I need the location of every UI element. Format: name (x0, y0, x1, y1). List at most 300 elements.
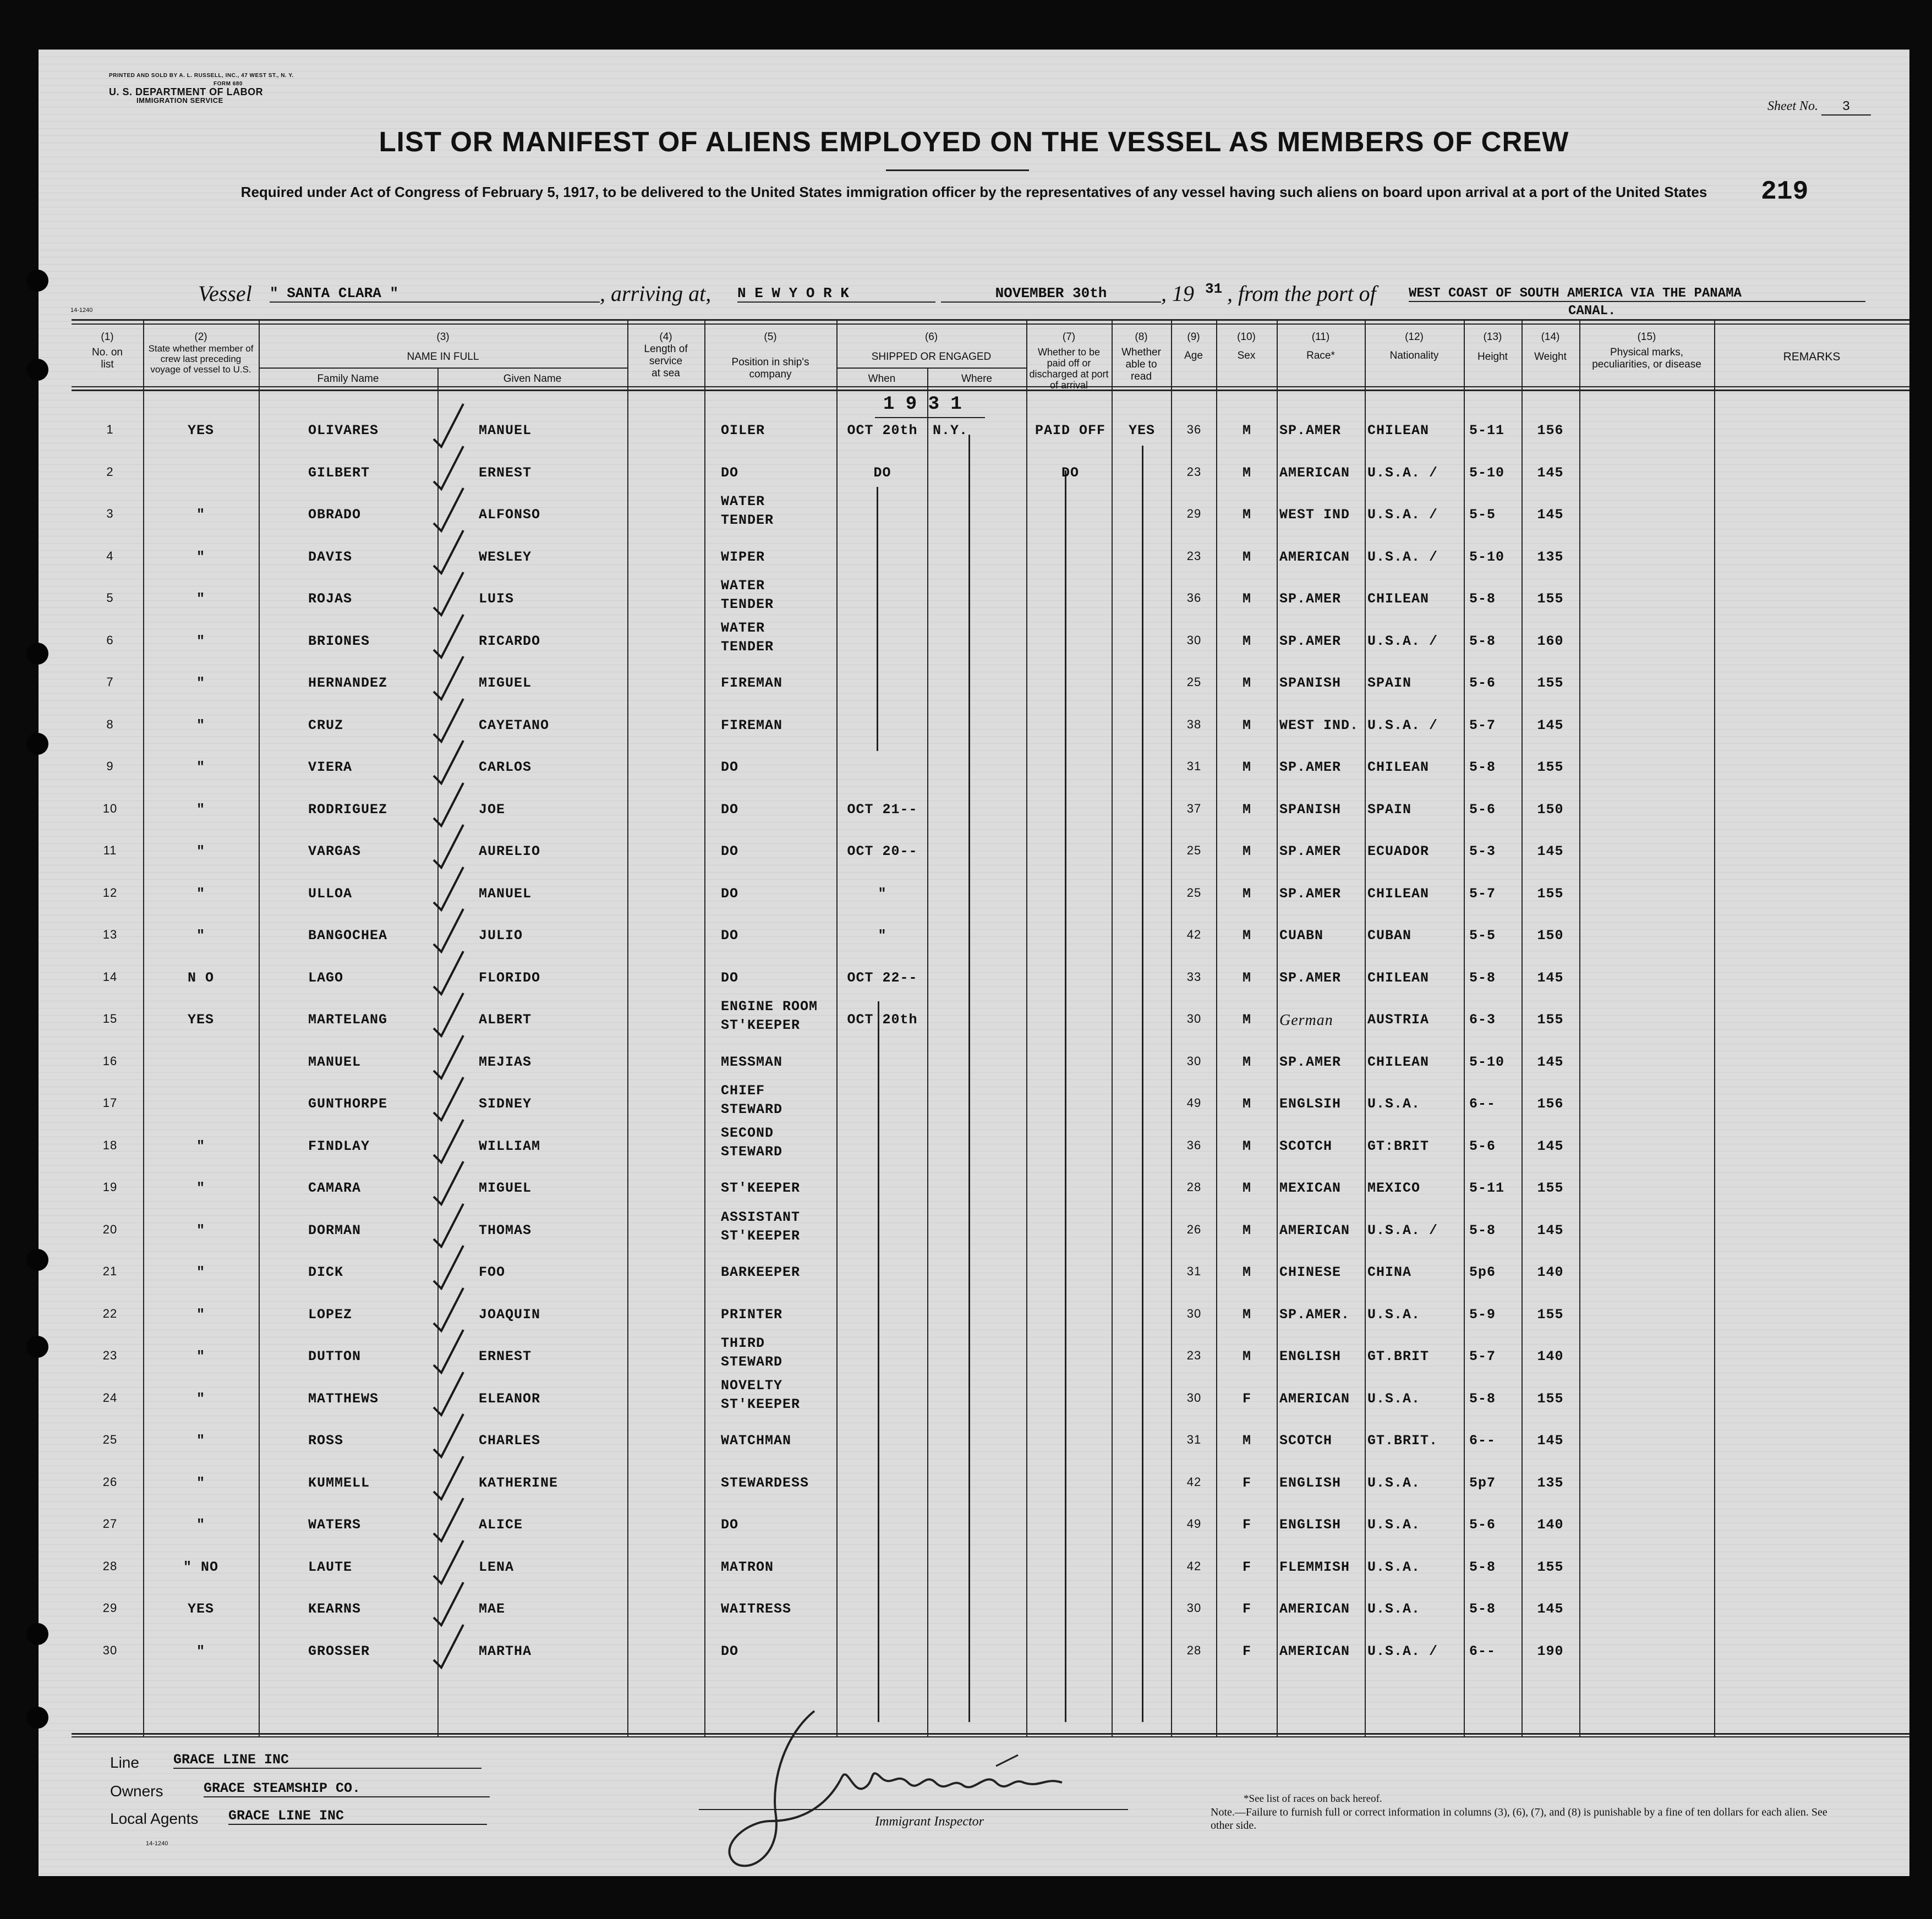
service: IMMIGRATION SERVICE (136, 96, 223, 105)
table-row (39, 1549, 1909, 1591)
shipped-when: OCT 20th (847, 1012, 918, 1028)
height: 5-8 (1469, 633, 1496, 649)
prev-voyage: " (196, 1348, 205, 1364)
sex: M (1242, 1180, 1251, 1196)
weight: 145 (1537, 1222, 1564, 1238)
family-name: LAUTE (308, 1559, 353, 1575)
stamp-number: 219 (1761, 177, 1809, 207)
shipped-when: DO (873, 464, 891, 481)
inspector-signature (688, 1700, 1117, 1882)
race: WEST IND. (1279, 717, 1359, 733)
age: 30 (1186, 1054, 1202, 1068)
page-title: LIST OR MANIFEST OF ALIENS EMPLOYED ON THE VESSEL AS MEMBERS OF CREW (379, 126, 1569, 157)
col9-label: Age (1184, 350, 1203, 361)
shipped-when: OCT 20th (847, 423, 918, 438)
table-row (39, 708, 1909, 749)
weight: 145 (1537, 1054, 1564, 1070)
height: 5-8 (1469, 969, 1496, 986)
prev-voyage: " (196, 801, 205, 818)
height: 5p6 (1469, 1264, 1496, 1280)
race: CUABN (1279, 928, 1324, 944)
nationality: CHILEAN (1367, 1054, 1430, 1070)
arriving-label: , arriving at, (600, 281, 711, 306)
table-row (39, 834, 1909, 875)
given-name: CAYETANO (479, 717, 550, 733)
nationality: GT.BRIT. (1367, 1433, 1438, 1449)
position: DO (721, 801, 739, 818)
col4-label: Length of service at sea (644, 343, 688, 379)
col13-label: Height (1477, 351, 1508, 363)
given-name: JULIO (479, 928, 523, 944)
check-mark-stroke (434, 867, 463, 910)
family-name: DAVIS (308, 549, 353, 565)
given-name: MIGUEL (479, 675, 532, 691)
family-name-header: Family Name (317, 373, 379, 385)
race: ENGLISH (1279, 1474, 1342, 1491)
age: 31 (1186, 1433, 1202, 1446)
inspector-rule (699, 1809, 1128, 1810)
age: 25 (1186, 675, 1202, 689)
col2-num: (2) (194, 331, 207, 343)
sex: M (1242, 885, 1251, 902)
position: WIPER (721, 549, 765, 565)
weight: 135 (1537, 1474, 1564, 1491)
sex: M (1242, 633, 1251, 649)
given-name: JOE (479, 801, 506, 818)
arrival-date: NOVEMBER 30th (941, 285, 1161, 303)
year-prefix: , 19 (1161, 281, 1194, 306)
vessel-label: Vessel (198, 281, 252, 306)
row-number: 28 (102, 1559, 118, 1573)
position: MESSMAN (721, 1054, 783, 1070)
line-value: GRACE LINE INC (173, 1752, 481, 1769)
height: 5-5 (1469, 928, 1496, 944)
prev-voyage: " (196, 1643, 205, 1659)
age: 28 (1186, 1180, 1202, 1194)
remarks-header: REMARKS (1783, 350, 1841, 363)
check-mark-stroke (434, 1540, 463, 1583)
table-row (39, 1170, 1909, 1212)
sex: M (1242, 1433, 1251, 1449)
row-number: 29 (102, 1601, 118, 1615)
given-name: MANUEL (479, 885, 532, 902)
age: 38 (1186, 717, 1202, 731)
table-row (39, 413, 1909, 454)
race: ENGLISH (1279, 1348, 1342, 1364)
nationality: AUSTRIA (1367, 1012, 1430, 1028)
height: 5-6 (1469, 1517, 1496, 1533)
position: FIREMAN (721, 717, 783, 733)
sex: M (1242, 549, 1251, 565)
row-number: 13 (102, 928, 118, 941)
given-name: ELEANOR (479, 1390, 541, 1407)
table-row (39, 1423, 1909, 1465)
col3-num: (3) (436, 331, 450, 343)
weight: 155 (1537, 1390, 1564, 1407)
race: SP.AMER (1279, 423, 1342, 438)
nationality: U.S.A. / (1367, 717, 1438, 733)
row-number: 26 (102, 1474, 118, 1489)
weight: 155 (1537, 1180, 1564, 1196)
paid-off: DO (1061, 464, 1079, 481)
weight: 145 (1537, 969, 1564, 986)
position: DO (721, 1517, 739, 1533)
given-name: THOMAS (479, 1222, 532, 1238)
weight: 155 (1537, 885, 1564, 902)
height: 5-11 (1469, 1180, 1505, 1196)
given-name: AURELIO (479, 843, 541, 859)
position: THIRD STEWARD (721, 1335, 783, 1370)
age: 36 (1186, 423, 1202, 436)
prev-voyage: " (196, 549, 205, 565)
family-name: RODRIGUEZ (308, 801, 388, 818)
family-name: BRIONES (308, 633, 370, 649)
position: ASSISTANT ST'KEEPER (721, 1209, 801, 1244)
sex: M (1242, 507, 1251, 523)
weight: 140 (1537, 1517, 1564, 1533)
col2-label: State whether member of crew last preceding voyage of vessel to U.S. (148, 343, 254, 375)
family-name: HERNANDEZ (308, 675, 388, 691)
given-name: ALICE (479, 1517, 523, 1533)
given-name: LENA (479, 1559, 515, 1575)
weight: 150 (1537, 928, 1564, 944)
age: 36 (1186, 591, 1202, 605)
height: 5-6 (1469, 675, 1496, 691)
table-row (39, 1377, 1909, 1423)
weight: 135 (1537, 549, 1564, 565)
shipped-when: OCT 20-- (847, 843, 918, 859)
from-port-continued: CANAL. (1568, 304, 1616, 319)
family-name: GUNTHORPE (308, 1096, 388, 1112)
position: DO (721, 1643, 739, 1659)
check-mark-stroke (434, 530, 463, 573)
table-row (39, 578, 1909, 623)
prev-voyage: " (196, 1433, 205, 1449)
prev-voyage: " (196, 633, 205, 649)
sex: M (1242, 1222, 1251, 1238)
race: SP.AMER (1279, 759, 1342, 775)
col9-num: (9) (1187, 331, 1200, 343)
weight: 145 (1537, 1138, 1564, 1154)
check-mark-stroke (434, 783, 463, 826)
prev-voyage: " NO (183, 1559, 218, 1575)
race: AMERICAN (1279, 549, 1350, 565)
table-row (39, 619, 1909, 665)
sex: M (1242, 423, 1251, 438)
sex: M (1242, 1348, 1251, 1364)
shipped-where: N.Y. (933, 423, 968, 438)
inspector-label: Immigrant Inspector (875, 1814, 984, 1829)
prev-voyage: " (196, 675, 205, 691)
prev-voyage: " (196, 1474, 205, 1491)
height: 5-10 (1469, 464, 1505, 481)
given-name: FOO (479, 1264, 506, 1280)
given-name-header: Given Name (503, 373, 562, 385)
check-mark-stroke (434, 1414, 463, 1457)
sex: M (1242, 759, 1251, 775)
height: 6-- (1469, 1433, 1496, 1449)
col3-label: NAME IN FULL (407, 351, 479, 363)
prev-voyage: YES (187, 1012, 214, 1028)
nationality: U.S.A. / (1367, 633, 1438, 649)
position: DO (721, 843, 739, 859)
nationality: CUBAN (1367, 928, 1412, 944)
table-row (39, 876, 1909, 918)
position: DO (721, 928, 739, 944)
height: 5-7 (1469, 885, 1496, 902)
row-number: 5 (106, 591, 114, 605)
owners-value: GRACE STEAMSHIP CO. (204, 1780, 490, 1797)
age: 23 (1186, 1348, 1202, 1362)
race: SP.AMER (1279, 885, 1342, 902)
given-name: MIGUEL (479, 1180, 532, 1196)
height: 5-10 (1469, 1054, 1505, 1070)
sex: M (1242, 969, 1251, 986)
check-mark-stroke (434, 446, 463, 489)
nationality: CHILEAN (1367, 759, 1430, 775)
sex: F (1242, 1474, 1251, 1491)
position: NOVELTY ST'KEEPER (721, 1377, 801, 1412)
typed-year: 1 9 3 1 (883, 394, 962, 415)
row-number: 30 (102, 1643, 118, 1657)
row-number: 8 (106, 717, 114, 731)
from-label: , from the port of (1227, 281, 1376, 306)
age: 25 (1186, 885, 1202, 900)
weight: 145 (1537, 717, 1564, 733)
col6-num: (6) (924, 331, 938, 343)
where-header: Where (961, 373, 992, 385)
race: ENGLISH (1279, 1517, 1342, 1533)
position: WATER TENDER (721, 578, 774, 612)
table-row (39, 494, 1909, 539)
weight: 155 (1537, 591, 1564, 607)
family-name: ROJAS (308, 591, 353, 607)
check-mark-stroke (434, 1456, 463, 1499)
nationality: U.S.A. (1367, 1096, 1421, 1112)
position: BARKEEPER (721, 1264, 801, 1280)
weight: 145 (1537, 464, 1564, 481)
check-mark-stroke (434, 1372, 463, 1415)
check-mark-stroke (434, 1204, 463, 1247)
col1-num: (1) (101, 331, 114, 343)
row-number: 14 (102, 969, 118, 984)
prev-voyage: " (196, 1222, 205, 1238)
row-number: 4 (106, 549, 114, 563)
nationality: CHILEAN (1367, 423, 1430, 438)
sex: M (1242, 717, 1251, 733)
col7-label: Whether to be paid off or discharged at port of arrival (1029, 347, 1109, 391)
crew-table-body (39, 50, 1909, 1876)
nationality: GT.BRIT (1367, 1348, 1430, 1364)
height: 5-3 (1469, 843, 1496, 859)
position: CHIEF STEWARD (721, 1083, 783, 1117)
position: FIREMAN (721, 675, 783, 691)
race: ENGLSIH (1279, 1096, 1342, 1112)
race: AMERICAN (1279, 1390, 1350, 1407)
nationality: U.S.A. (1367, 1601, 1421, 1617)
col4-num: (4) (659, 331, 672, 343)
position: ST'KEEPER (721, 1180, 801, 1196)
row-number: 24 (102, 1390, 118, 1405)
age: 42 (1186, 928, 1202, 941)
row-number: 6 (106, 633, 114, 647)
shipped-when: OCT 21-- (847, 801, 918, 818)
weight: 140 (1537, 1348, 1564, 1364)
position: ENGINE ROOM ST'KEEPER (721, 999, 818, 1033)
family-name: BANGOCHEA (308, 928, 388, 944)
department: U. S. DEPARTMENT OF LABOR (109, 86, 264, 97)
family-name: KUMMELL (308, 1474, 370, 1491)
family-name: MATTHEWS (308, 1390, 379, 1407)
col12-label: Nationality (1389, 350, 1439, 361)
check-mark-stroke (434, 1246, 463, 1289)
table-row (39, 665, 1909, 707)
age: 30 (1186, 1012, 1202, 1026)
table-row (39, 792, 1909, 834)
family-name: FINDLAY (308, 1138, 370, 1154)
position: STEWARDESS (721, 1474, 809, 1491)
table-row (39, 455, 1909, 497)
age: 30 (1186, 1306, 1202, 1320)
sex: M (1242, 1306, 1251, 1323)
age: 23 (1186, 464, 1202, 479)
shipped-when: " (878, 885, 887, 902)
sex: M (1242, 1096, 1251, 1112)
family-name: LOPEZ (308, 1306, 353, 1323)
position: DO (721, 464, 739, 481)
given-name: RICARDO (479, 633, 541, 649)
prev-voyage: " (196, 885, 205, 902)
prev-voyage: " (196, 1264, 205, 1280)
col14-label: Weight (1534, 351, 1567, 363)
height: 5-10 (1469, 549, 1505, 565)
check-mark-stroke (434, 656, 463, 699)
family-name: ULLOA (308, 885, 353, 902)
family-name: CRUZ (308, 717, 344, 733)
table-row (39, 1633, 1909, 1675)
row-number: 25 (102, 1433, 118, 1446)
weight: 145 (1537, 843, 1564, 859)
position: DO (721, 969, 739, 986)
check-mark-stroke (434, 488, 463, 531)
sex: M (1242, 1138, 1251, 1154)
row-number: 27 (102, 1517, 118, 1531)
family-name: CAMARA (308, 1180, 362, 1196)
row-number: 16 (102, 1054, 118, 1068)
given-name: ALBERT (479, 1012, 532, 1028)
height: 5-11 (1469, 423, 1505, 438)
check-mark-stroke (434, 1330, 463, 1373)
sex: F (1242, 1559, 1251, 1575)
nationality: U.S.A. (1367, 1474, 1421, 1491)
race: SP.AMER (1279, 1054, 1342, 1070)
prev-voyage: " (196, 759, 205, 775)
prev-voyage: " (196, 717, 205, 733)
table-row (39, 999, 1909, 1044)
vessel-name: " SANTA CLARA " (270, 285, 600, 303)
able-to-read: YES (1128, 423, 1155, 438)
check-mark-stroke (434, 1077, 463, 1120)
age: 42 (1186, 1559, 1202, 1573)
height: 5-5 (1469, 507, 1496, 523)
age: 31 (1186, 759, 1202, 773)
row-number: 10 (102, 801, 118, 815)
given-name: ALFONSO (479, 507, 541, 523)
sheet-number-label: Sheet No. (1767, 99, 1818, 113)
row-number: 22 (102, 1306, 118, 1320)
family-name: GROSSER (308, 1643, 370, 1659)
given-name: MEJIAS (479, 1054, 532, 1070)
race: AMERICAN (1279, 1222, 1350, 1238)
col10-num: (10) (1237, 331, 1256, 343)
nationality: U.S.A. / (1367, 549, 1438, 565)
family-name: GILBERT (308, 464, 370, 481)
prev-voyage: YES (187, 423, 214, 438)
nationality: MEXICO (1367, 1180, 1421, 1196)
sex: M (1242, 675, 1251, 691)
position: OILER (721, 423, 765, 438)
nationality: GT:BRIT (1367, 1138, 1430, 1154)
table-row (39, 749, 1909, 791)
family-name: LAGO (308, 969, 344, 986)
row-number: 9 (106, 759, 114, 773)
sex: M (1242, 464, 1251, 481)
col13-num: (13) (1483, 331, 1502, 343)
arrival-port: N E W Y O R K (737, 285, 935, 303)
height: 5p7 (1469, 1474, 1496, 1491)
table-row (39, 1083, 1909, 1128)
family-name: OLIVARES (308, 423, 379, 438)
prev-voyage: " (196, 1306, 205, 1323)
check-mark-icon (429, 1622, 468, 1672)
nationality: U.S.A. (1367, 1517, 1421, 1533)
race: MEXICAN (1279, 1180, 1342, 1196)
table-row (39, 1591, 1909, 1633)
age: 30 (1186, 1390, 1202, 1405)
weight: 155 (1537, 1012, 1564, 1028)
race: German (1279, 1012, 1333, 1029)
family-name: DUTTON (308, 1348, 362, 1364)
nationality: CHILEAN (1367, 969, 1430, 986)
nationality: U.S.A. (1367, 1559, 1421, 1575)
race: SPANISH (1279, 675, 1342, 691)
family-name: MARTELANG (308, 1012, 388, 1028)
prev-voyage: N O (187, 969, 214, 986)
sex: F (1242, 1643, 1251, 1659)
nationality: CHILEAN (1367, 591, 1430, 607)
position: WATER TENDER (721, 619, 774, 655)
prev-voyage: YES (187, 1601, 214, 1617)
nationality: SPAIN (1367, 801, 1412, 818)
age: 36 (1186, 1138, 1202, 1152)
sex: F (1242, 1517, 1251, 1533)
weight: 155 (1537, 1559, 1564, 1575)
row-number: 21 (102, 1264, 118, 1278)
col14-num: (14) (1541, 331, 1560, 343)
when-header: When (868, 373, 896, 385)
col12-num: (12) (1405, 331, 1424, 343)
family-name: VIERA (308, 759, 353, 775)
age: 28 (1186, 1643, 1202, 1657)
table-row (39, 1465, 1909, 1507)
weight: 155 (1537, 675, 1564, 691)
nationality: U.S.A. (1367, 1306, 1421, 1323)
owners-label: Owners (110, 1783, 163, 1800)
race: WEST IND (1279, 507, 1350, 523)
age: 33 (1186, 969, 1202, 984)
prev-voyage: " (196, 507, 205, 523)
race: SCOTCH (1279, 1138, 1333, 1154)
